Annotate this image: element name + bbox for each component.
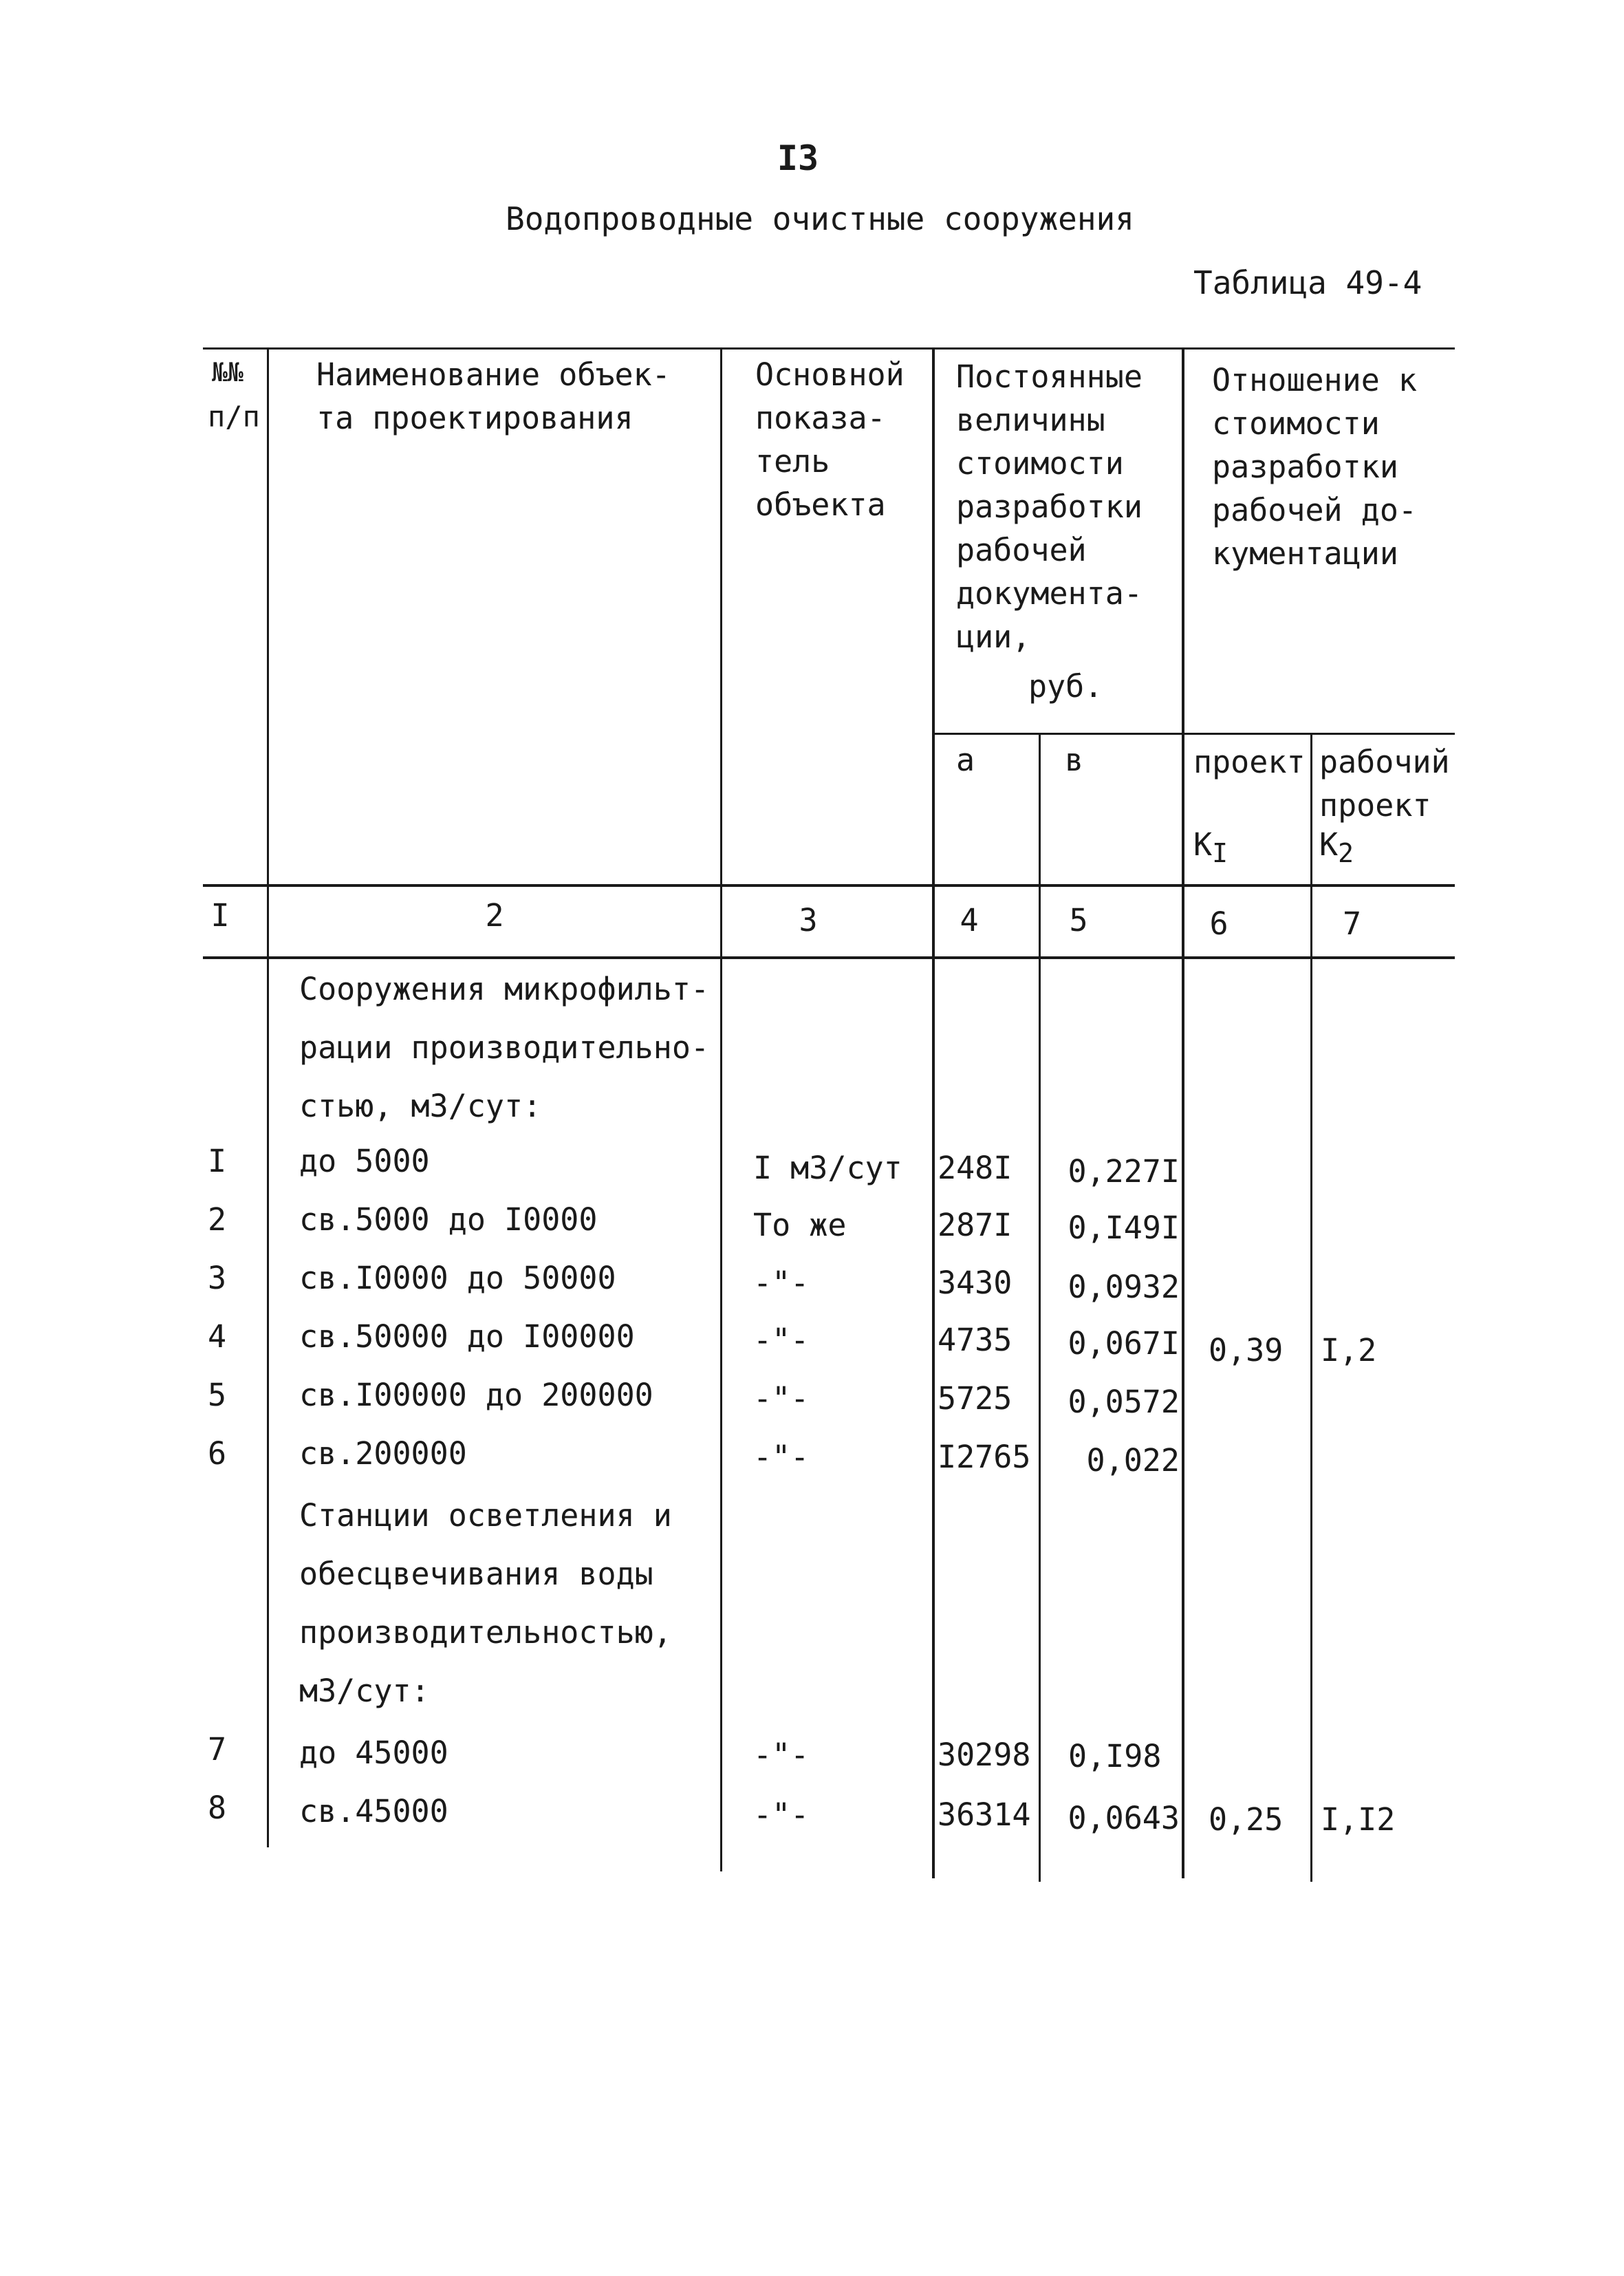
- cell-b: 0,022: [1086, 1442, 1180, 1479]
- cell-indicator: -"-: [753, 1322, 810, 1358]
- header-col3-line: объекта: [755, 486, 886, 523]
- subheader-k1-symbol: [1193, 826, 1228, 868]
- vrule-5: [1182, 347, 1184, 1878]
- cell-name: до 45000: [299, 1735, 448, 1771]
- cell-name: св.200000: [299, 1435, 467, 1472]
- group-title-line: производительностью,: [299, 1614, 672, 1651]
- cell-indicator: -"-: [753, 1439, 810, 1475]
- rule-header-bottom: [203, 884, 1455, 887]
- header-col45-line: ции,: [956, 619, 1031, 655]
- cell-k2: I,I2: [1321, 1801, 1396, 1838]
- cell-name: св.5000 до I0000: [299, 1201, 598, 1238]
- vrule-6: [1310, 733, 1312, 1882]
- cell-indicator: -"-: [753, 1380, 810, 1417]
- table-label: Таблица 49-4: [1193, 264, 1422, 301]
- subheader-k1-label: проект: [1193, 744, 1306, 780]
- cell-no: 6: [208, 1435, 227, 1472]
- header-col3-line: Основной: [755, 356, 905, 393]
- vrule-1: [267, 347, 269, 1847]
- header-col2-line: Наименование объек-: [316, 356, 671, 393]
- document-title: Водопроводные очистные сооружения: [506, 200, 1134, 237]
- header-col45-line: документа-: [956, 575, 1143, 612]
- cell-a: 5725: [938, 1380, 1013, 1417]
- cell-b: 0,I49I: [1068, 1210, 1180, 1246]
- cell-a: 36314: [938, 1796, 1031, 1833]
- cell-b: 0,I98: [1068, 1738, 1162, 1774]
- cell-b: 0,0643: [1068, 1800, 1180, 1836]
- group-title-line: Станции осветления и: [299, 1497, 672, 1534]
- header-col67-line: стоимости: [1212, 405, 1380, 442]
- header-col2-line: та проектирования: [316, 400, 634, 436]
- cell-name: св.50000 до I00000: [299, 1318, 635, 1355]
- subheader-k2-symbol: [1319, 826, 1354, 868]
- subheader-k2-label: рабочий: [1319, 744, 1450, 780]
- cell-a: 248I: [938, 1150, 1013, 1186]
- header-col1-line: п/п: [208, 400, 260, 433]
- col-number: 7: [1342, 905, 1362, 942]
- cell-b: 0,0932: [1068, 1269, 1180, 1305]
- subheader-k2-letter: К: [1319, 826, 1339, 863]
- cell-name: до 5000: [299, 1143, 430, 1179]
- cell-b: 0,067I: [1068, 1325, 1180, 1362]
- cell-no: 3: [208, 1260, 227, 1296]
- group-title-line: м3/сут:: [299, 1673, 430, 1709]
- cell-indicator: -"-: [753, 1737, 810, 1773]
- group-title-line: обесцвечивания воды: [299, 1556, 653, 1592]
- group-title-line: стью, м3/сут:: [299, 1088, 542, 1124]
- header-col45-line: Постоянные: [956, 358, 1143, 395]
- rule-top: [203, 347, 1455, 350]
- subheader-k2-label: проект: [1319, 787, 1431, 824]
- col-number: 3: [799, 902, 818, 938]
- subheader-k1-letter: К: [1193, 826, 1213, 863]
- cell-indicator: I м3/сут: [753, 1150, 902, 1186]
- cell-name: св.I0000 до 50000: [299, 1260, 616, 1296]
- cell-no: 8: [208, 1790, 227, 1826]
- subheader-k1-index: I: [1212, 838, 1228, 868]
- cell-no: 4: [208, 1318, 227, 1355]
- page-number: I3: [777, 138, 819, 178]
- cell-b: 0,0572: [1068, 1384, 1180, 1420]
- cell-a: 30298: [938, 1737, 1031, 1773]
- col-number: I: [210, 897, 230, 934]
- cell-no: 2: [208, 1201, 227, 1238]
- rule-subheader: [932, 733, 1455, 735]
- vrule-3: [932, 347, 935, 1878]
- header-col45-line: разработки: [956, 489, 1143, 525]
- header-col3-line: показа-: [755, 400, 886, 436]
- cell-indicator: -"-: [753, 1796, 810, 1833]
- group-title-line: Сооружения микрофильт-: [299, 971, 710, 1007]
- subheader-k2-index: 2: [1338, 838, 1354, 868]
- cell-no: 7: [208, 1731, 227, 1768]
- cell-indicator: -"-: [753, 1265, 810, 1301]
- cell-indicator: То же: [753, 1207, 847, 1243]
- subheader-a: а: [956, 742, 975, 778]
- cell-no: I: [208, 1143, 227, 1179]
- header-col3-line: тель: [755, 443, 830, 480]
- col-number: 6: [1209, 905, 1228, 942]
- col-number: 2: [485, 897, 504, 934]
- cell-name: св.I00000 до 200000: [299, 1377, 653, 1413]
- cell-a: 4735: [938, 1322, 1013, 1358]
- cell-a: 3430: [938, 1265, 1013, 1301]
- cell-k1: 0,25: [1209, 1801, 1284, 1838]
- header-col67-line: Отношение к: [1212, 362, 1418, 398]
- header-col45-line: величины: [956, 402, 1105, 438]
- col-number: 5: [1069, 902, 1088, 938]
- cell-k1: 0,39: [1209, 1332, 1284, 1368]
- rule-numbers-bottom: [203, 956, 1455, 959]
- cell-b: 0,227I: [1068, 1153, 1180, 1190]
- header-col45-line: руб.: [1028, 668, 1103, 705]
- col-number: 4: [960, 902, 979, 938]
- cell-name: св.45000: [299, 1793, 448, 1829]
- cell-a: 287I: [938, 1207, 1013, 1243]
- group-title-line: рации производительно-: [299, 1029, 710, 1066]
- header-col45-line: рабочей: [956, 532, 1087, 568]
- subheader-b: в: [1065, 742, 1084, 778]
- header-col1-line: №№: [212, 357, 243, 387]
- header-col45-line: стоимости: [956, 445, 1124, 482]
- header-col67-line: рабочей до-: [1212, 492, 1418, 528]
- header-col67-line: кументации: [1212, 535, 1398, 572]
- cell-a: I2765: [938, 1439, 1031, 1475]
- cell-no: 5: [208, 1377, 227, 1413]
- vrule-2: [720, 347, 722, 1871]
- cell-k2: I,2: [1321, 1332, 1377, 1368]
- header-col67-line: разработки: [1212, 449, 1398, 485]
